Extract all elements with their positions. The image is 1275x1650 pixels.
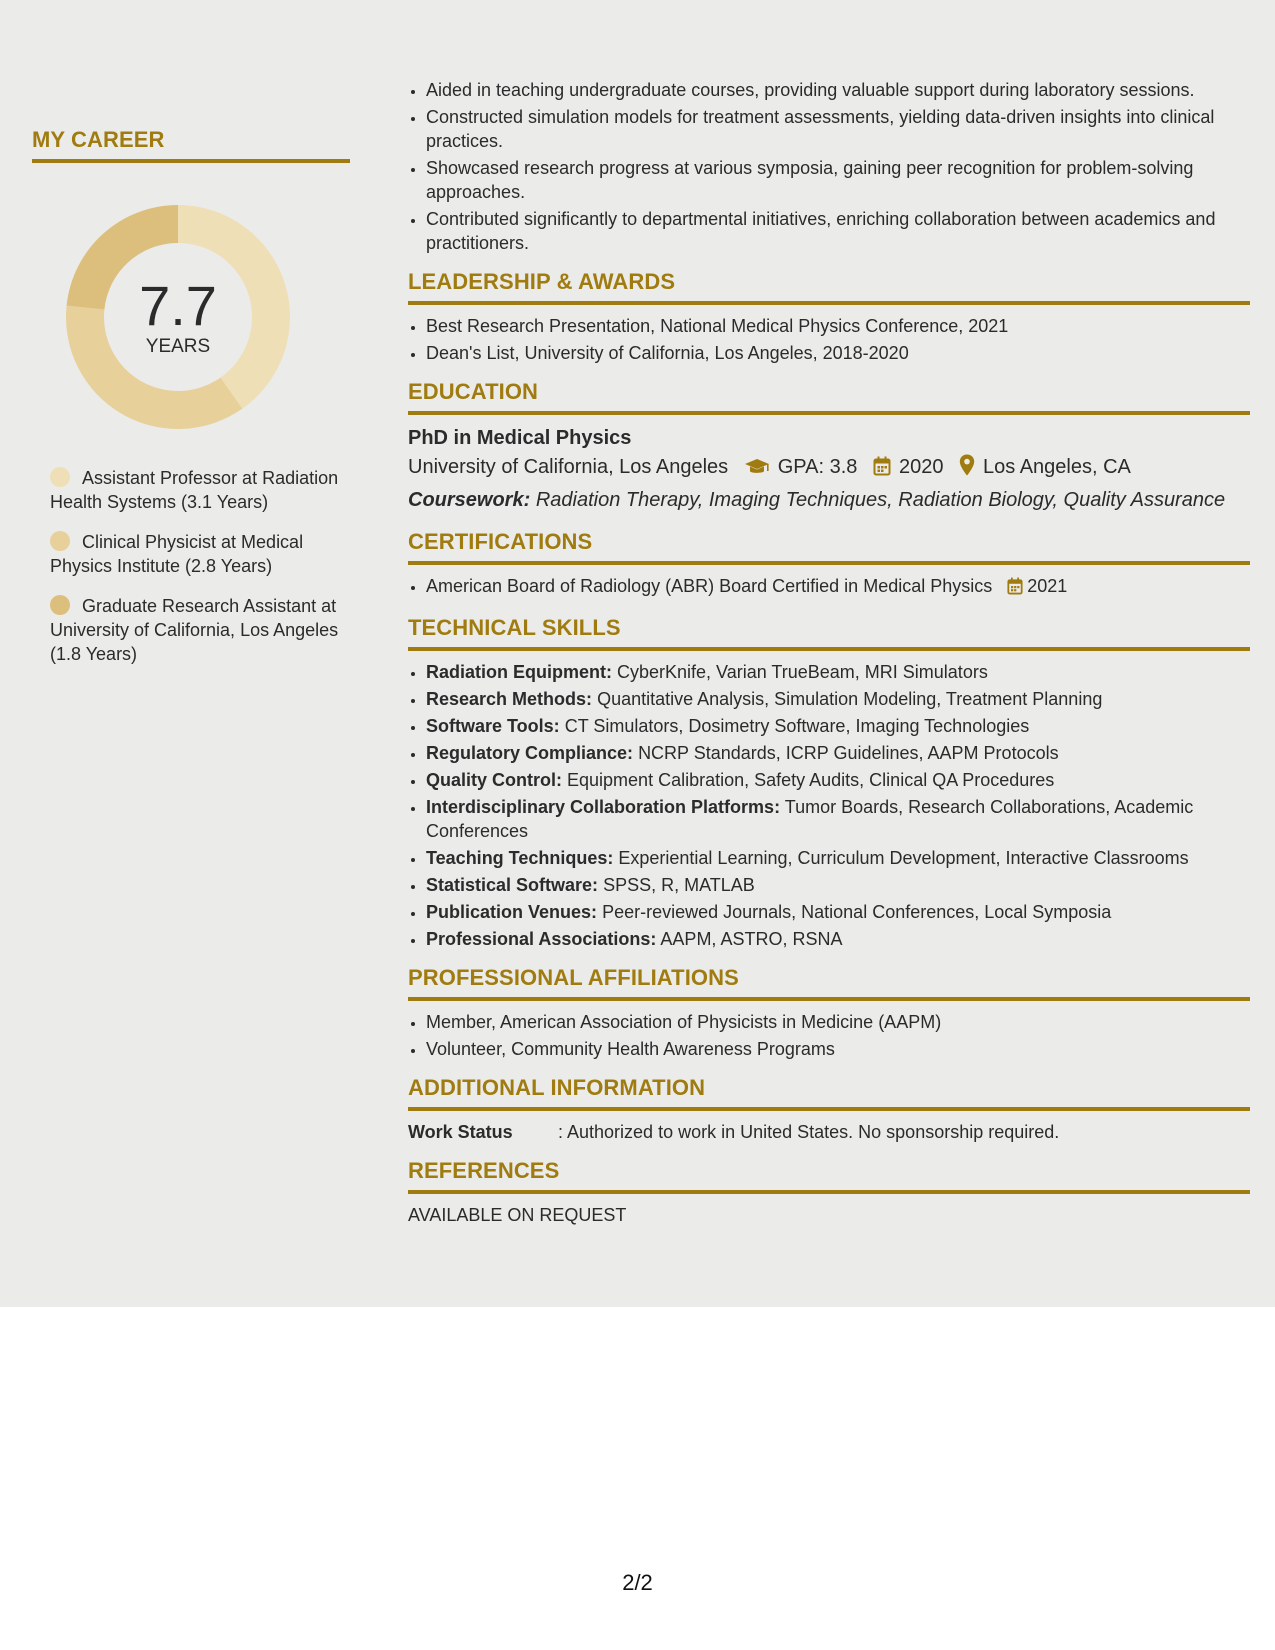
skill-label: Software Tools: bbox=[426, 716, 560, 736]
section-title: CERTIFICATIONS bbox=[408, 529, 1250, 565]
skill-value: Tumor Boards, Research Collaborations, Academic Conferences bbox=[426, 797, 1194, 841]
career-total-unit: YEARS bbox=[145, 336, 211, 357]
affiliations-section bbox=[408, 965, 1250, 1061]
skill-label: Quality Control: bbox=[426, 770, 562, 790]
skill-item bbox=[426, 873, 1250, 897]
page-number: 2/2 bbox=[622, 1570, 653, 1595]
legend-swatch bbox=[50, 467, 70, 487]
skill-item bbox=[426, 714, 1250, 738]
skill-value: NCRP Standards, ICRP Guidelines, AAPM Protocols bbox=[638, 743, 1059, 763]
work-status-row bbox=[408, 1120, 1250, 1144]
list-item: • Best Research Presentation, National Medical Physics Conference, 2021 bbox=[426, 314, 1250, 338]
legend-item bbox=[50, 466, 340, 514]
references-text: AVAILABLE ON REQUEST bbox=[408, 1205, 627, 1225]
gpa: GPA: 3.8 bbox=[777, 456, 858, 478]
calendar-icon bbox=[1007, 577, 1023, 601]
legend-item bbox=[50, 594, 340, 666]
list-item: • Volunteer, Community Health Awareness Programs bbox=[426, 1037, 1250, 1061]
legend-label: Assistant Professor at Radiation Health Systems (3.1 Years) bbox=[50, 468, 339, 512]
career-total-value: 7.7 bbox=[139, 274, 217, 337]
skill-value: Equipment Calibration, Safety Audits, Clinical QA Procedures bbox=[567, 770, 1055, 790]
skill-value: CyberKnife, Varian TrueBeam, MRI Simulators bbox=[617, 662, 988, 682]
legend-label: Graduate Research Assistant at University of California, Los Angeles (1.8 Years) bbox=[50, 596, 339, 664]
section-title: TECHNICAL SKILLS bbox=[408, 615, 1250, 651]
calendar-icon bbox=[873, 455, 891, 485]
skill-label: Teaching Techniques: bbox=[426, 848, 614, 868]
skill-value: CT Simulators, Dosimetry Software, Imaging Technologies bbox=[564, 716, 1030, 736]
legend-item bbox=[50, 530, 340, 578]
references-section bbox=[408, 1158, 1250, 1227]
school-location: Los Angeles, CA bbox=[983, 456, 1131, 478]
skill-label: Statistical Software: bbox=[426, 875, 599, 895]
coursework-list: Radiation Therapy, Imaging Techniques, Radiation Biology, Quality Assurance bbox=[535, 489, 1226, 511]
skill-value: Experiential Learning, Curriculum Development, Interactive Classrooms bbox=[618, 848, 1189, 868]
skill-label: Radiation Equipment: bbox=[426, 662, 612, 682]
skill-item bbox=[426, 768, 1250, 792]
skills-section bbox=[408, 615, 1250, 951]
skill-value: Quantitative Analysis, Simulation Modeling, Treatment Planning bbox=[597, 689, 1103, 709]
experience-bullets bbox=[408, 78, 1250, 255]
certification-name: American Board of Radiology (ABR) Board Certified in Medical Physics bbox=[426, 576, 993, 596]
skill-value: Peer-reviewed Journals, National Conferences, Local Symposia bbox=[602, 902, 1112, 922]
leadership-section bbox=[408, 269, 1250, 365]
map-pin-icon bbox=[959, 454, 975, 485]
work-status-value: : Authorized to work in United States. No sponsorship required. bbox=[558, 1122, 1060, 1142]
skill-item bbox=[426, 687, 1250, 711]
section-title: LEADERSHIP & AWARDS bbox=[408, 269, 1250, 305]
education-details bbox=[408, 452, 1250, 485]
additional-section bbox=[408, 1075, 1250, 1144]
list-item: • Showcased research progress at various symposia, gaining peer recognition for problem-solving approaches. bbox=[426, 156, 1250, 204]
legend-swatch bbox=[50, 531, 70, 551]
list-item: • Contributed significantly to departmental initiatives, enriching collaboration between academics and practitioners. bbox=[426, 207, 1250, 255]
career-section-title: MY CAREER bbox=[32, 127, 350, 163]
section-title: ADDITIONAL INFORMATION bbox=[408, 1075, 1250, 1111]
work-status-label: Work Status bbox=[408, 1122, 513, 1142]
graduation-year: 2020 bbox=[898, 456, 944, 478]
skill-label: Publication Venues: bbox=[426, 902, 598, 922]
education-section bbox=[408, 379, 1250, 515]
legend-label: Clinical Physicist at Medical Physics Institute (2.8 Years) bbox=[50, 532, 304, 576]
list-item: • Aided in teaching undergraduate courses, providing valuable support during laboratory sessions. bbox=[426, 78, 1250, 102]
skill-item bbox=[426, 741, 1250, 765]
graduation-cap-icon bbox=[744, 455, 770, 485]
list-item: • Member, American Association of Physicists in Medicine (AAPM) bbox=[426, 1010, 1250, 1034]
main-content bbox=[408, 78, 1250, 1227]
career-legend bbox=[50, 466, 340, 682]
certifications-section bbox=[408, 529, 1250, 601]
coursework-label: Coursework: bbox=[408, 489, 531, 511]
legend-swatch bbox=[50, 595, 70, 615]
skill-label: Interdisciplinary Collaboration Platforms: bbox=[426, 797, 781, 817]
coursework bbox=[408, 485, 1250, 515]
degree-name: PhD in Medical Physics bbox=[408, 427, 632, 449]
school-name: University of California, Los Angeles bbox=[408, 456, 729, 478]
certification-year: 2021 bbox=[1027, 576, 1068, 596]
skill-item bbox=[426, 660, 1250, 684]
skill-value: SPSS, R, MATLAB bbox=[603, 875, 755, 895]
skill-item bbox=[426, 900, 1250, 924]
section-title: REFERENCES bbox=[408, 1158, 1250, 1194]
list-item bbox=[426, 574, 1250, 601]
skill-value: AAPM, ASTRO, RSNA bbox=[660, 929, 843, 949]
list-item: • Constructed simulation models for treatment assessments, yielding data-driven insights into clinical practices. bbox=[426, 105, 1250, 153]
skill-label: Regulatory Compliance: bbox=[426, 743, 634, 763]
career-donut-chart bbox=[66, 205, 290, 429]
skill-item bbox=[426, 846, 1250, 870]
section-title: EDUCATION bbox=[408, 379, 1250, 415]
skill-item bbox=[426, 927, 1250, 951]
section-title: PROFESSIONAL AFFILIATIONS bbox=[408, 965, 1250, 1001]
skill-item bbox=[426, 795, 1250, 843]
skill-label: Professional Associations: bbox=[426, 929, 657, 949]
skill-label: Research Methods: bbox=[426, 689, 593, 709]
list-item: • Dean's List, University of California, Los Angeles, 2018-2020 bbox=[426, 341, 1250, 365]
